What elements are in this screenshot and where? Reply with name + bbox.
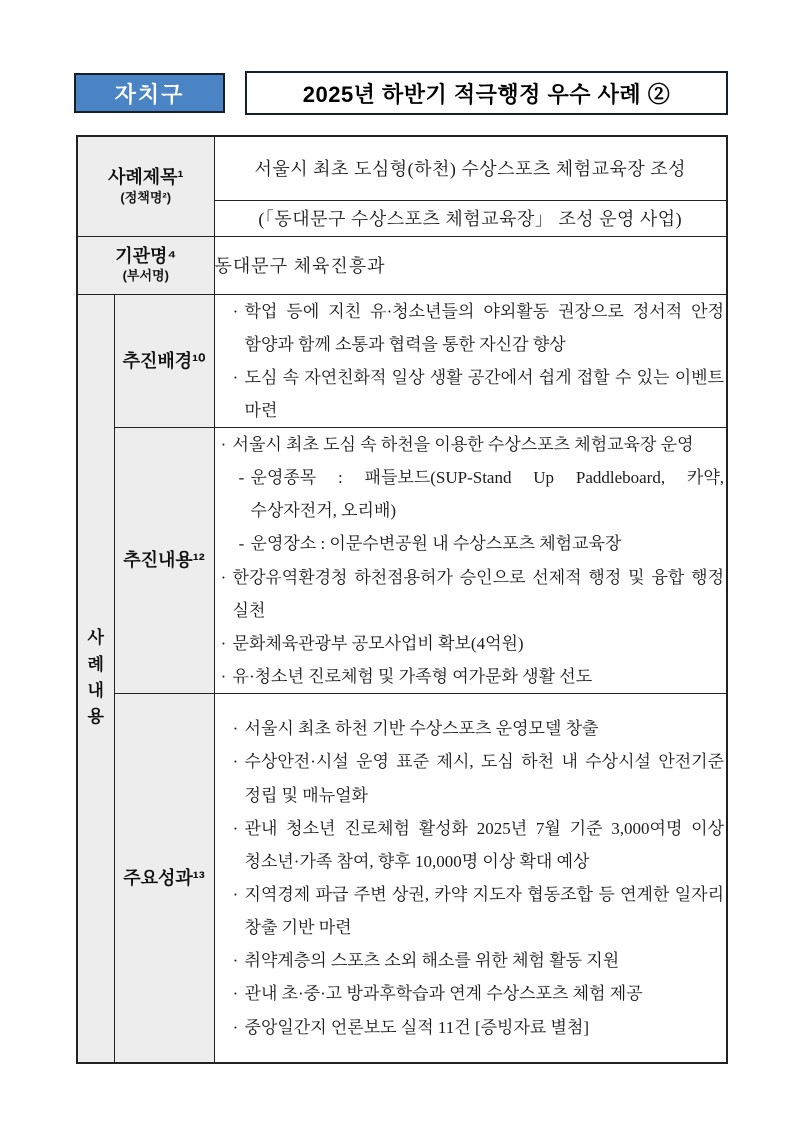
list-item-text: 유·청소년 진로체험 및 가족형 여가문화 생활 선도 bbox=[232, 667, 593, 687]
list-item bbox=[215, 295, 727, 361]
case-title-value: 서울시 최초 도심형(하천) 수상스포츠 체험교육장 조성 bbox=[214, 136, 727, 200]
list-item-text: 관내 초·중·고 방과후학습과 연계 수상스포츠 체험 제공 bbox=[244, 984, 643, 1004]
document-header bbox=[74, 71, 728, 115]
list-item-text: 지역경제 파급 주변 상권, 카약 지도자 협동조합 등 연계한 일자리 창출 기반 마련 bbox=[244, 884, 725, 938]
results-label-cell bbox=[114, 694, 214, 1063]
list-item-text: 서울시 최초 하천 기반 수상스포츠 운영모델 창출 bbox=[244, 719, 599, 739]
list-item-text: 수상안전·시설 운영 표준 제시, 도심 하천 내 수상시설 안전기준 정립 및 매뉴얼화 bbox=[244, 752, 725, 805]
bullet-marker: · bbox=[232, 1017, 239, 1037]
bullet-marker: · bbox=[232, 818, 239, 838]
list-item-text: 문화체육관광부 공모사업비 확보(4억원) bbox=[232, 633, 524, 653]
agency-value: 동대문구 체육진흥과 bbox=[214, 236, 727, 294]
background-label-cell bbox=[114, 294, 214, 428]
page-title: 2025년 하반기 적극행정 우수 사례 ② bbox=[302, 81, 671, 107]
list-item-text: 서울시 최초 도심 속 하천을 이용한 수상스포츠 체험교육장 운영 bbox=[232, 435, 694, 455]
list-item bbox=[215, 428, 727, 461]
vertical-label-char: 사 bbox=[87, 628, 104, 648]
list-item bbox=[215, 361, 727, 427]
list-item bbox=[215, 461, 727, 527]
dash-marker: - bbox=[238, 468, 245, 488]
vertical-label-char: 용 bbox=[87, 707, 104, 727]
bullet-marker: · bbox=[232, 301, 239, 321]
details-row bbox=[77, 428, 727, 694]
district-badge bbox=[74, 73, 225, 113]
background-row bbox=[77, 294, 727, 428]
list-item bbox=[215, 745, 727, 811]
list-item-text: 한강유역환경청 하천점용허가 승인으로 선제적 행정 및 융합 행정 실천 bbox=[232, 567, 725, 620]
bullet-marker: · bbox=[232, 884, 239, 904]
agency-label: 기관명⁴ bbox=[115, 245, 177, 266]
case-content-group-cell bbox=[77, 294, 114, 1063]
list-item bbox=[215, 627, 727, 660]
bullet-marker: · bbox=[232, 367, 239, 387]
case-table bbox=[76, 135, 728, 1064]
agency-label-cell bbox=[77, 236, 214, 294]
bullet-marker: · bbox=[232, 719, 239, 739]
results-items bbox=[214, 694, 727, 1063]
bullet-marker: · bbox=[220, 667, 227, 687]
results-label: 주요성과¹³ bbox=[123, 867, 205, 888]
agency-row bbox=[77, 236, 727, 294]
bullet-marker: · bbox=[232, 984, 239, 1004]
details-label: 추진내용¹² bbox=[123, 550, 205, 571]
vertical-label-char: 내 bbox=[87, 681, 104, 701]
results-row bbox=[77, 694, 727, 1063]
case-content-group-label bbox=[78, 625, 114, 730]
list-item bbox=[215, 712, 727, 745]
list-item bbox=[215, 944, 727, 977]
list-item-text: 관내 청소년 진로체험 활성화 2025년 7월 기준 3,000여명 이상 청소년·가족 참여, 향후 10,000명 이상 확대 예상 bbox=[244, 818, 725, 871]
details-items bbox=[214, 428, 727, 694]
list-item bbox=[215, 660, 727, 693]
list-item-text: 학업 등에 지친 유·청소년들의 야외활동 권장으로 정서적 안정 함양과 함께 소통과 협력을 통한 자신감 향상 bbox=[244, 301, 725, 354]
bullet-marker: · bbox=[232, 752, 239, 772]
list-item-text: 운영장소 : 이문수변공원 내 수상스포츠 체험교육장 bbox=[250, 534, 622, 554]
district-badge-label: 자치구 bbox=[114, 81, 185, 107]
vertical-label-char: 례 bbox=[87, 654, 104, 674]
list-item bbox=[215, 1011, 727, 1044]
list-item bbox=[215, 977, 727, 1010]
details-label-cell bbox=[114, 428, 214, 694]
background-items bbox=[214, 294, 727, 428]
bullet-marker: · bbox=[220, 567, 227, 587]
department-sublabel: (부서명) bbox=[122, 268, 169, 284]
list-item-text: 중앙일간지 언론보도 실적 11건 [증빙자료 별첨] bbox=[244, 1017, 590, 1037]
list-item bbox=[215, 561, 727, 627]
background-label: 추진배경¹⁰ bbox=[122, 350, 206, 371]
case-title-row bbox=[77, 136, 727, 200]
dash-marker: - bbox=[238, 534, 245, 554]
list-item bbox=[215, 878, 727, 944]
case-title-subvalue: (「동대문구 수상스포츠 체험교육장」 조성 운영 사업) bbox=[214, 200, 727, 236]
bullet-marker: · bbox=[232, 951, 239, 971]
list-item-text: 운영종목 : 패들보드(SUP-Stand Up Paddleboard, 카약, 수상자전거, 오리배) bbox=[250, 468, 725, 521]
case-title-label: 사례제목¹ bbox=[107, 167, 184, 188]
list-item-text: 취약계층의 스포츠 소외 해소를 위한 체험 활동 지원 bbox=[244, 951, 620, 971]
list-item bbox=[215, 527, 727, 560]
list-item bbox=[215, 812, 727, 878]
bullet-marker: · bbox=[220, 435, 227, 455]
bullet-marker: · bbox=[220, 633, 227, 653]
case-title-label-cell bbox=[77, 136, 214, 236]
policy-name-sublabel: (정책명²) bbox=[120, 189, 172, 205]
list-item-text: 도심 속 자연친화적 일상 생활 공간에서 쉽게 접할 수 있는 이벤트 마련 bbox=[244, 367, 725, 420]
page-title-box bbox=[245, 71, 728, 115]
